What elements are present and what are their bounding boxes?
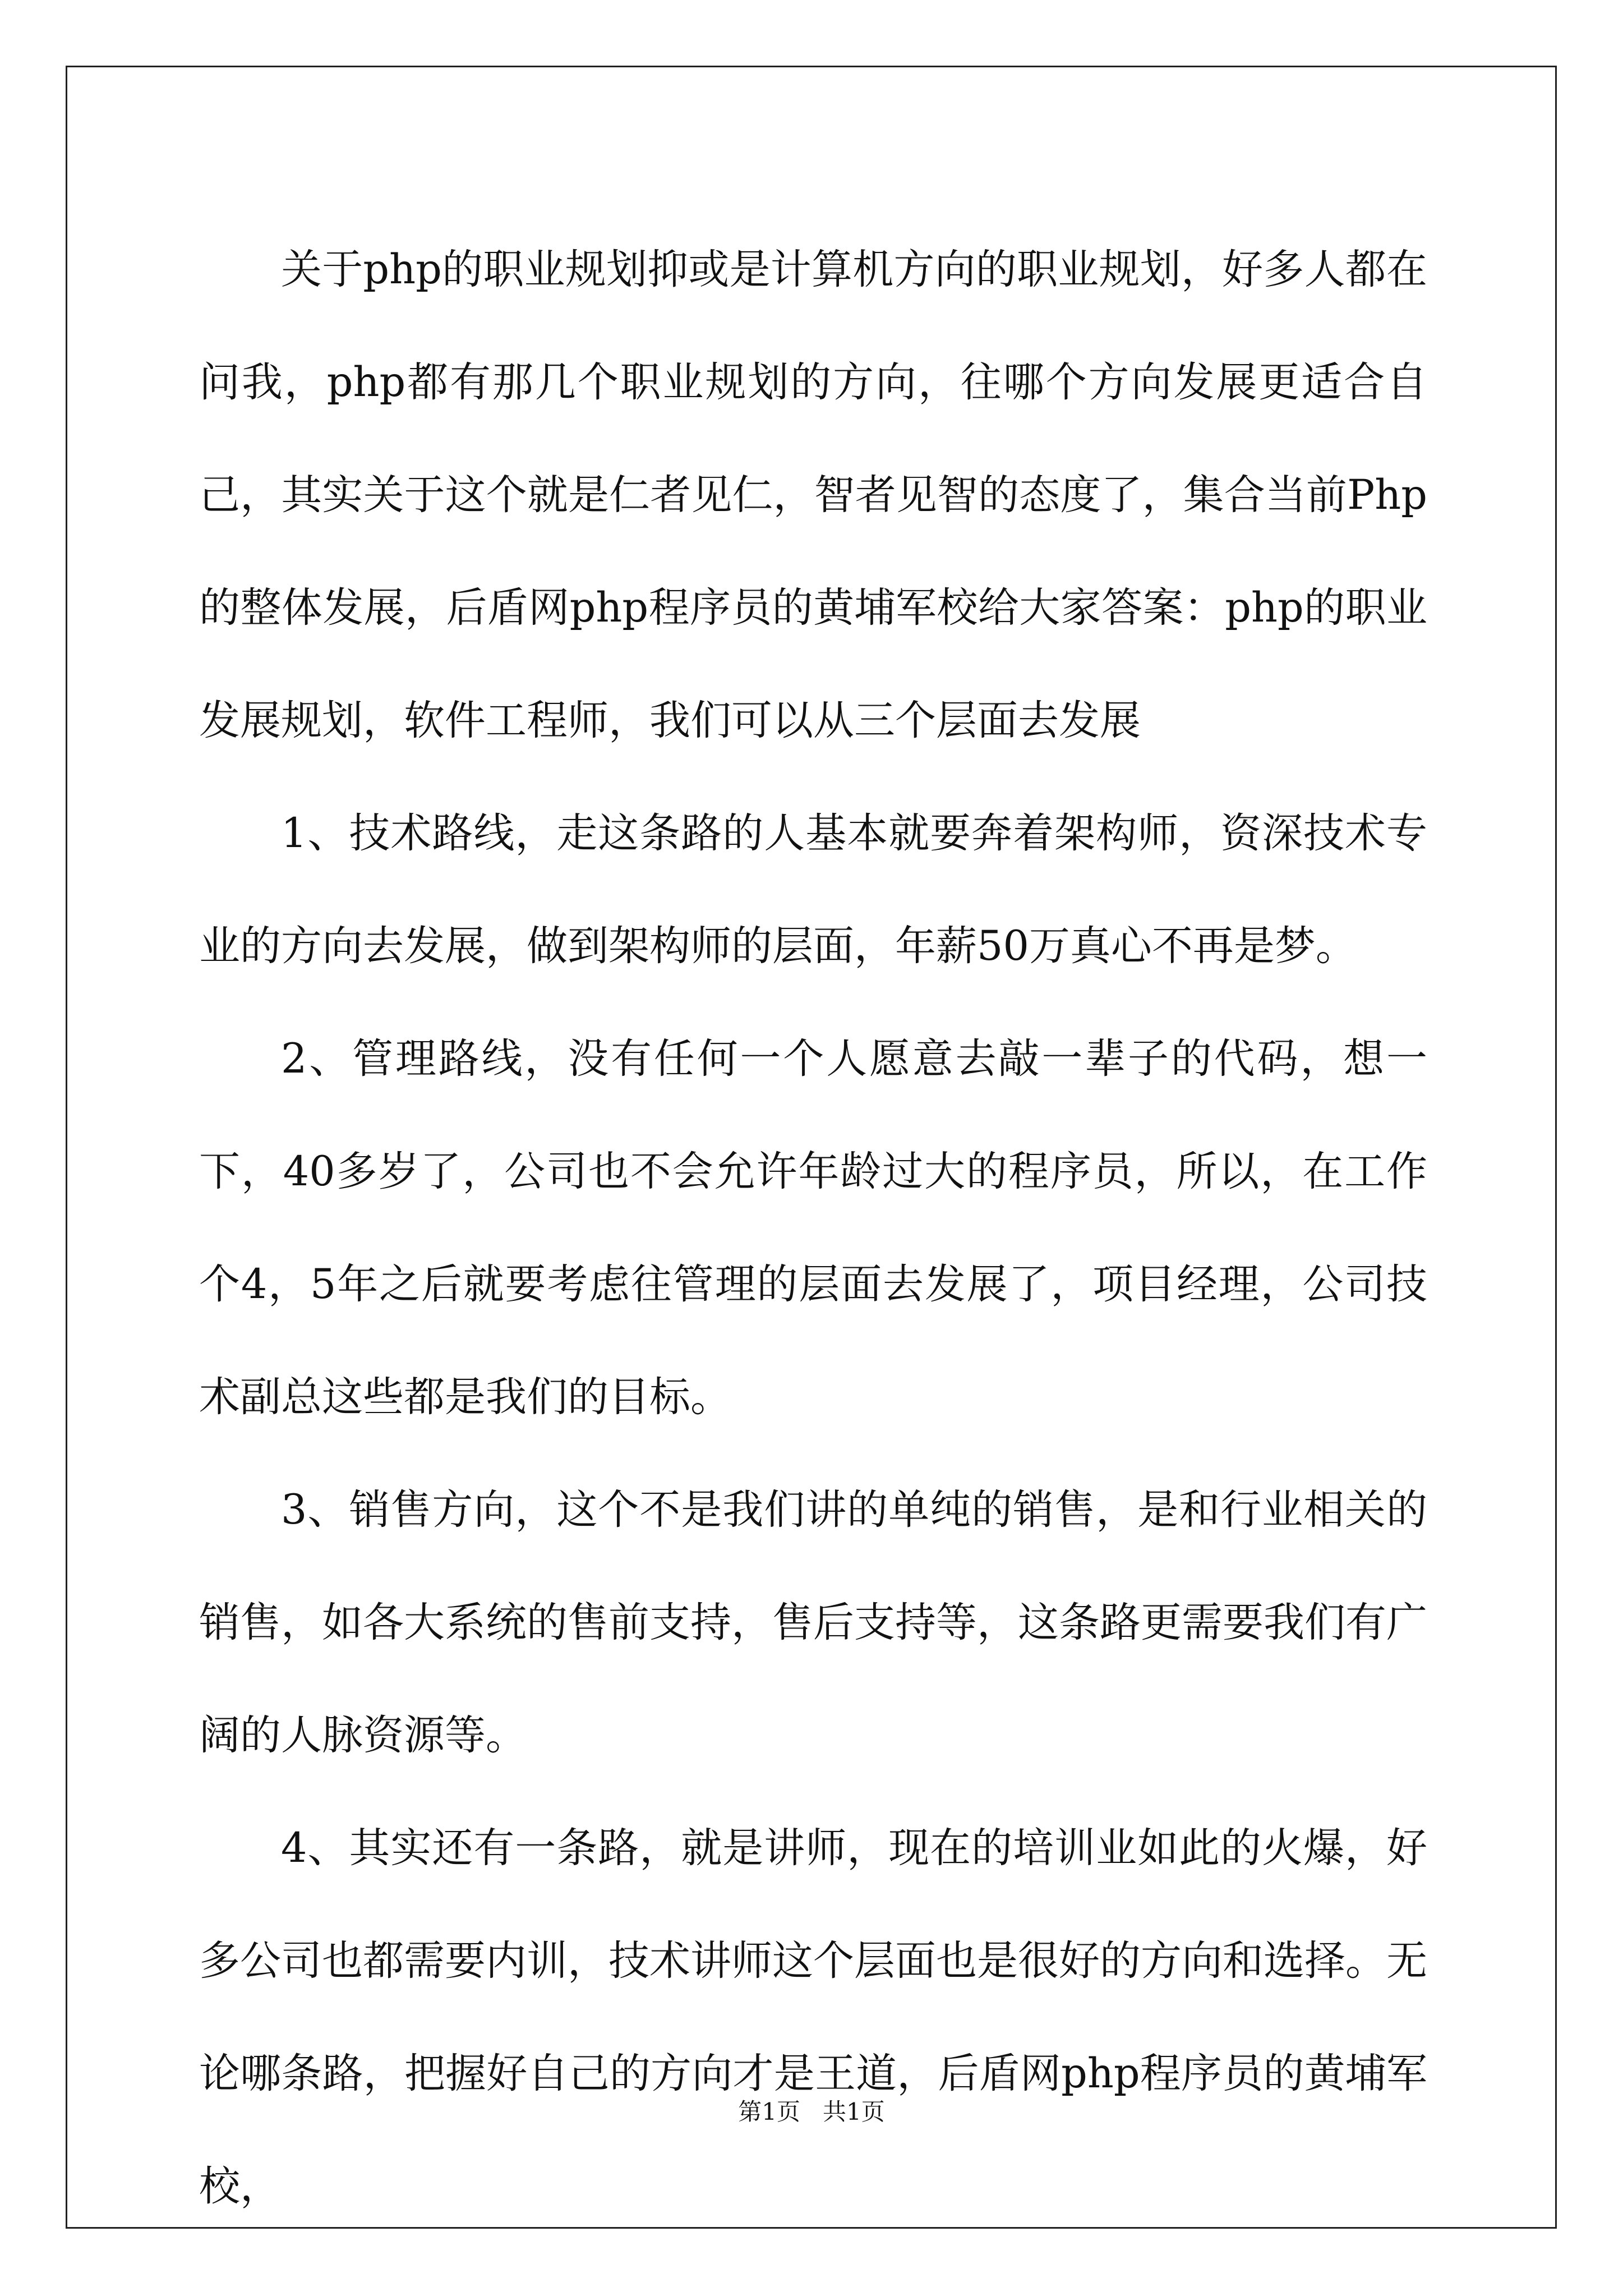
page-footer xyxy=(0,2095,1623,2129)
paragraph-lecturer-route: 4、其实还有一条路，就是讲师，现在的培训业如此的火爆，好多公司也都需要内训，技术讲师这个层面也是很好的方向和选择。无论哪条路，把握好自己的方向才是王道，后盾网php程序员的黄埔军校， xyxy=(199,1824,1427,2210)
paragraph-technical-route: 1、技术路线，走这条路的人基本就要奔着架构师，资深技术专业的方向去发展，做到架构师的层面，年薪50万真心不再是梦。 xyxy=(199,809,1427,970)
page-number: 第1页 xyxy=(738,2098,800,2125)
paragraph-sales-route: 3、销售方向，这个不是我们讲的单纯的销售，是和行业相关的销售，如各大系统的售前支持，售后支持等，这条路更需要我们有广阔的人脉资源等。 xyxy=(199,1486,1427,1759)
paragraph-intro: 关于php的职业规划抑或是计算机方向的职业规划，好多人都在问我，php都有那几个职业规划的方向，往哪个方向发展更适合自己，其实关于这个就是仁者见仁，智者见智的态度了，集合当前Php的整体发展，后盾网php程序员的黄埔军校给大家答案：php的职业发展规划，软件工程师，我们可以从三个层面去发展 xyxy=(199,246,1427,744)
page-total: 共1页 xyxy=(823,2098,885,2125)
document-body xyxy=(199,213,1427,2243)
paragraph-management-route: 2、管理路线，没有任何一个人愿意去敲一辈子的代码，想一下，40多岁了，公司也不会允许年龄过大的程序员，所以，在工作个4，5年之后就要考虑往管理的层面去发展了，项目经理，公司技术副总这些都是我们的目标。 xyxy=(199,1035,1427,1421)
